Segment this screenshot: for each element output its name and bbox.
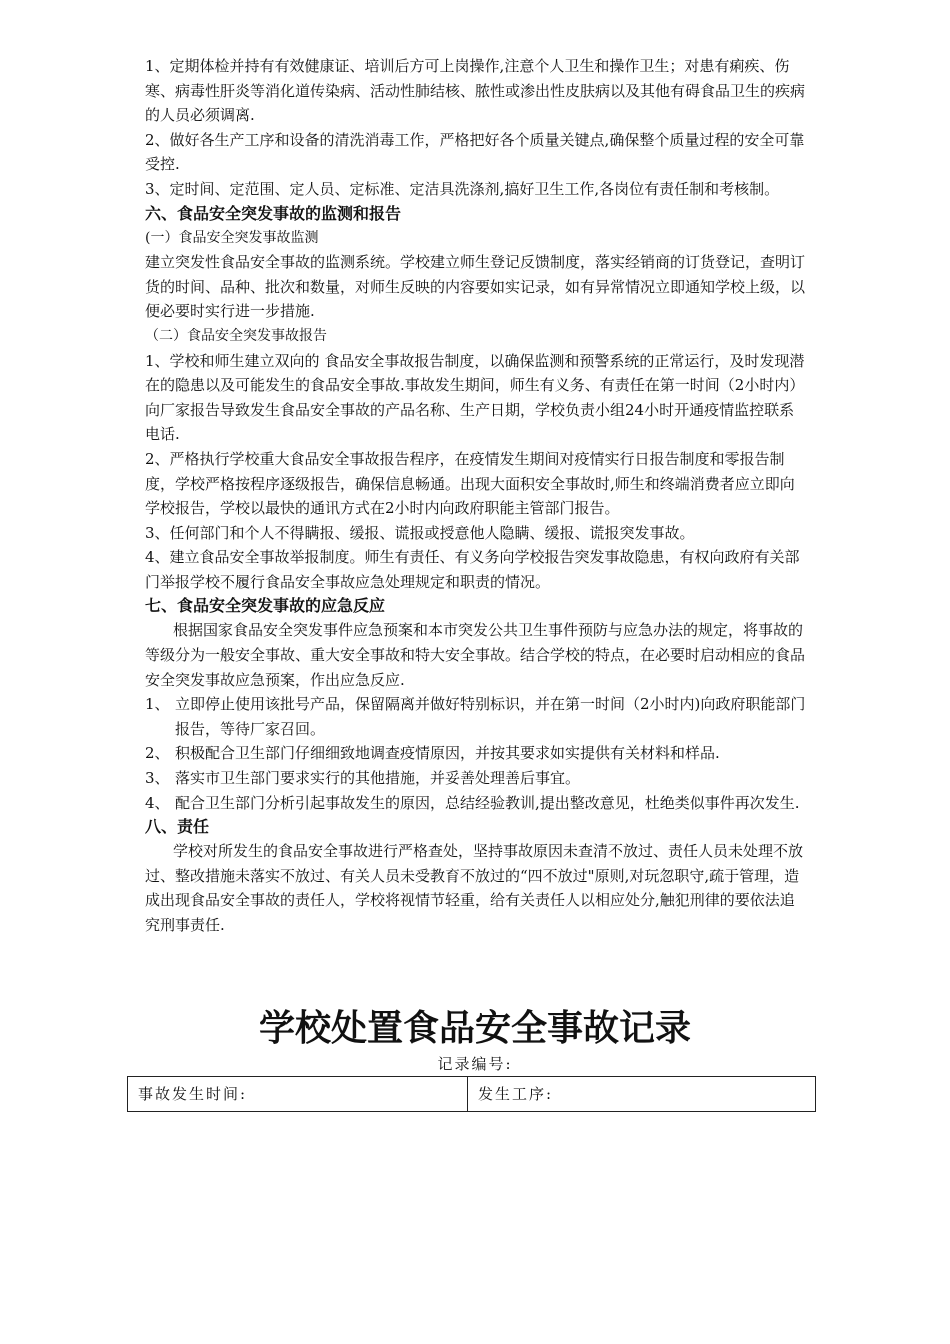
paragraph: 4、建立食品安全事故举报制度。师生有责任、有义务向学校报告突发事故隐患，有权向政府有关部门举报学校不履行食品安全事故应急处理规定和职责的情况。 <box>145 548 800 591</box>
document-body <box>145 54 809 938</box>
subsection-heading: (一）食品安全突发事故监测 <box>145 229 319 246</box>
numbered-item <box>145 692 809 741</box>
paragraph: 2、做好各生产工序和设备的清洗消毒工作，严格把好各个质量关键点,确保整个质量过程的安全可靠受控. <box>145 130 805 174</box>
item-number: 3、 <box>145 769 170 788</box>
section-heading: 六、食品安全突发事故的监测和报告 <box>145 203 402 223</box>
item-number: 1、 <box>145 695 170 714</box>
paragraph: 2、严格执行学校重大食品安全事故报告程序，在疫情发生期间对疫情实行日报告制度和零报告制度，学校严格按程序逐级报告，确保信息畅通。出现大面积安全事故时,师生和终端消费者应立即向学校报告，学校以最快的通讯方式在2小时内向政府职能主管部门报告。 <box>145 449 795 518</box>
section-heading: 七、食品安全突发事故的应急反应 <box>145 596 386 616</box>
record-title: 学校处置食品安全事故记录 <box>258 1007 691 1049</box>
record-table <box>127 1076 816 1112</box>
item-text: 落实市卫生部门要求实行的其他措施，并妥善处理善后事宜。 <box>175 769 581 788</box>
process-cell[interactable] <box>468 1077 815 1111</box>
paragraph: 3、任何部门和个人不得瞒报、缓报、谎报或授意他人隐瞒、缓报、谎报突发事故。 <box>145 523 695 542</box>
subsection-heading: （二）食品安全突发事故报告 <box>145 327 327 344</box>
paragraph: 根据国家食品安全突发事件应急预案和本市突发公共卫生事件预防与应急办法的规定，将事故的等级分为一般安全事故、重大安全事故和特大安全事故。结合学校的特点，在必要时启动相应的食品安全突发事故应急预案，作出应急反应. <box>145 621 806 689</box>
incident-time-label: 事故发生时间: <box>138 1085 248 1103</box>
process-label: 发生工序: <box>478 1085 554 1103</box>
item-text: 配合卫生部门分析引起事故发生的原因，总结经验教训,提出整改意见，杜绝类似事件再次发生. <box>175 793 800 812</box>
paragraph: 1、定期体检并持有有效健康证、培训后方可上岗操作,注意个人卫生和操作卫生；对患有痢疾、伤寒、病毒性肝炎等消化道传染病、活动性肺结核、脓性或渗出性皮肤病以及其他有碍食品卫生的疾病的人员必须调离. <box>145 57 806 125</box>
record-number-label: 记录编号: <box>437 1055 513 1073</box>
item-number: 2、 <box>145 744 170 763</box>
paragraph: 1、学校和师生建立双向的 食品安全事故报告制度，以确保监测和预警系统的正常运行，及时发现潜在的隐患以及可能发生的食品安全事故.事故发生期间，师生有义务、有责任在第一时间（2小时内）向厂家报告导致发生食品安全事故的产品名称、生产日期，学校负责小组24小时开通疫情监控联系电话. <box>145 351 805 444</box>
item-text: 立即停止使用该批号产品，保留隔离并做好特别标识，并在第一时间（2小时内)向政府职能部门报告，等待厂家召回。 <box>175 695 806 738</box>
numbered-item <box>145 766 809 791</box>
paragraph: 建立突发性食品安全事故的监测系统。学校建立师生登记反馈制度，落实经销商的订货登记，查明订货的时间、品种、批次和数量，对师生反映的内容要如实记录，如有异常情况立即通知学校上级，以便必要时实行进一步措施. <box>145 253 806 321</box>
item-text: 积极配合卫生部门仔细细致地调查疫情原因，并按其要求如实提供有关材料和样品. <box>175 744 720 763</box>
numbered-item <box>145 741 809 766</box>
section-heading: 八、责任 <box>145 817 210 837</box>
incident-time-cell[interactable] <box>128 1077 468 1111</box>
paragraph: 学校对所发生的食品安全事故进行严格查处，坚持事故原因未查清不放过、责任人员未处理不放过、整改措施未落实不放过、有关人员未受教育不放过的“四不放过"原则,对玩忽职守,疏于管理，造成出现食品安全事故的责任人，学校将视情节轻重，给有关责任人以相应处分,触犯刑律的要依法追究刑事责任. <box>145 842 804 934</box>
item-number: 4、 <box>145 793 170 812</box>
numbered-item <box>145 791 809 816</box>
paragraph: 3、定时间、定范围、定人员、定标准、定洁具洗涤剂,搞好卫生工作,各岗位有责任制和考核制。 <box>145 179 780 198</box>
